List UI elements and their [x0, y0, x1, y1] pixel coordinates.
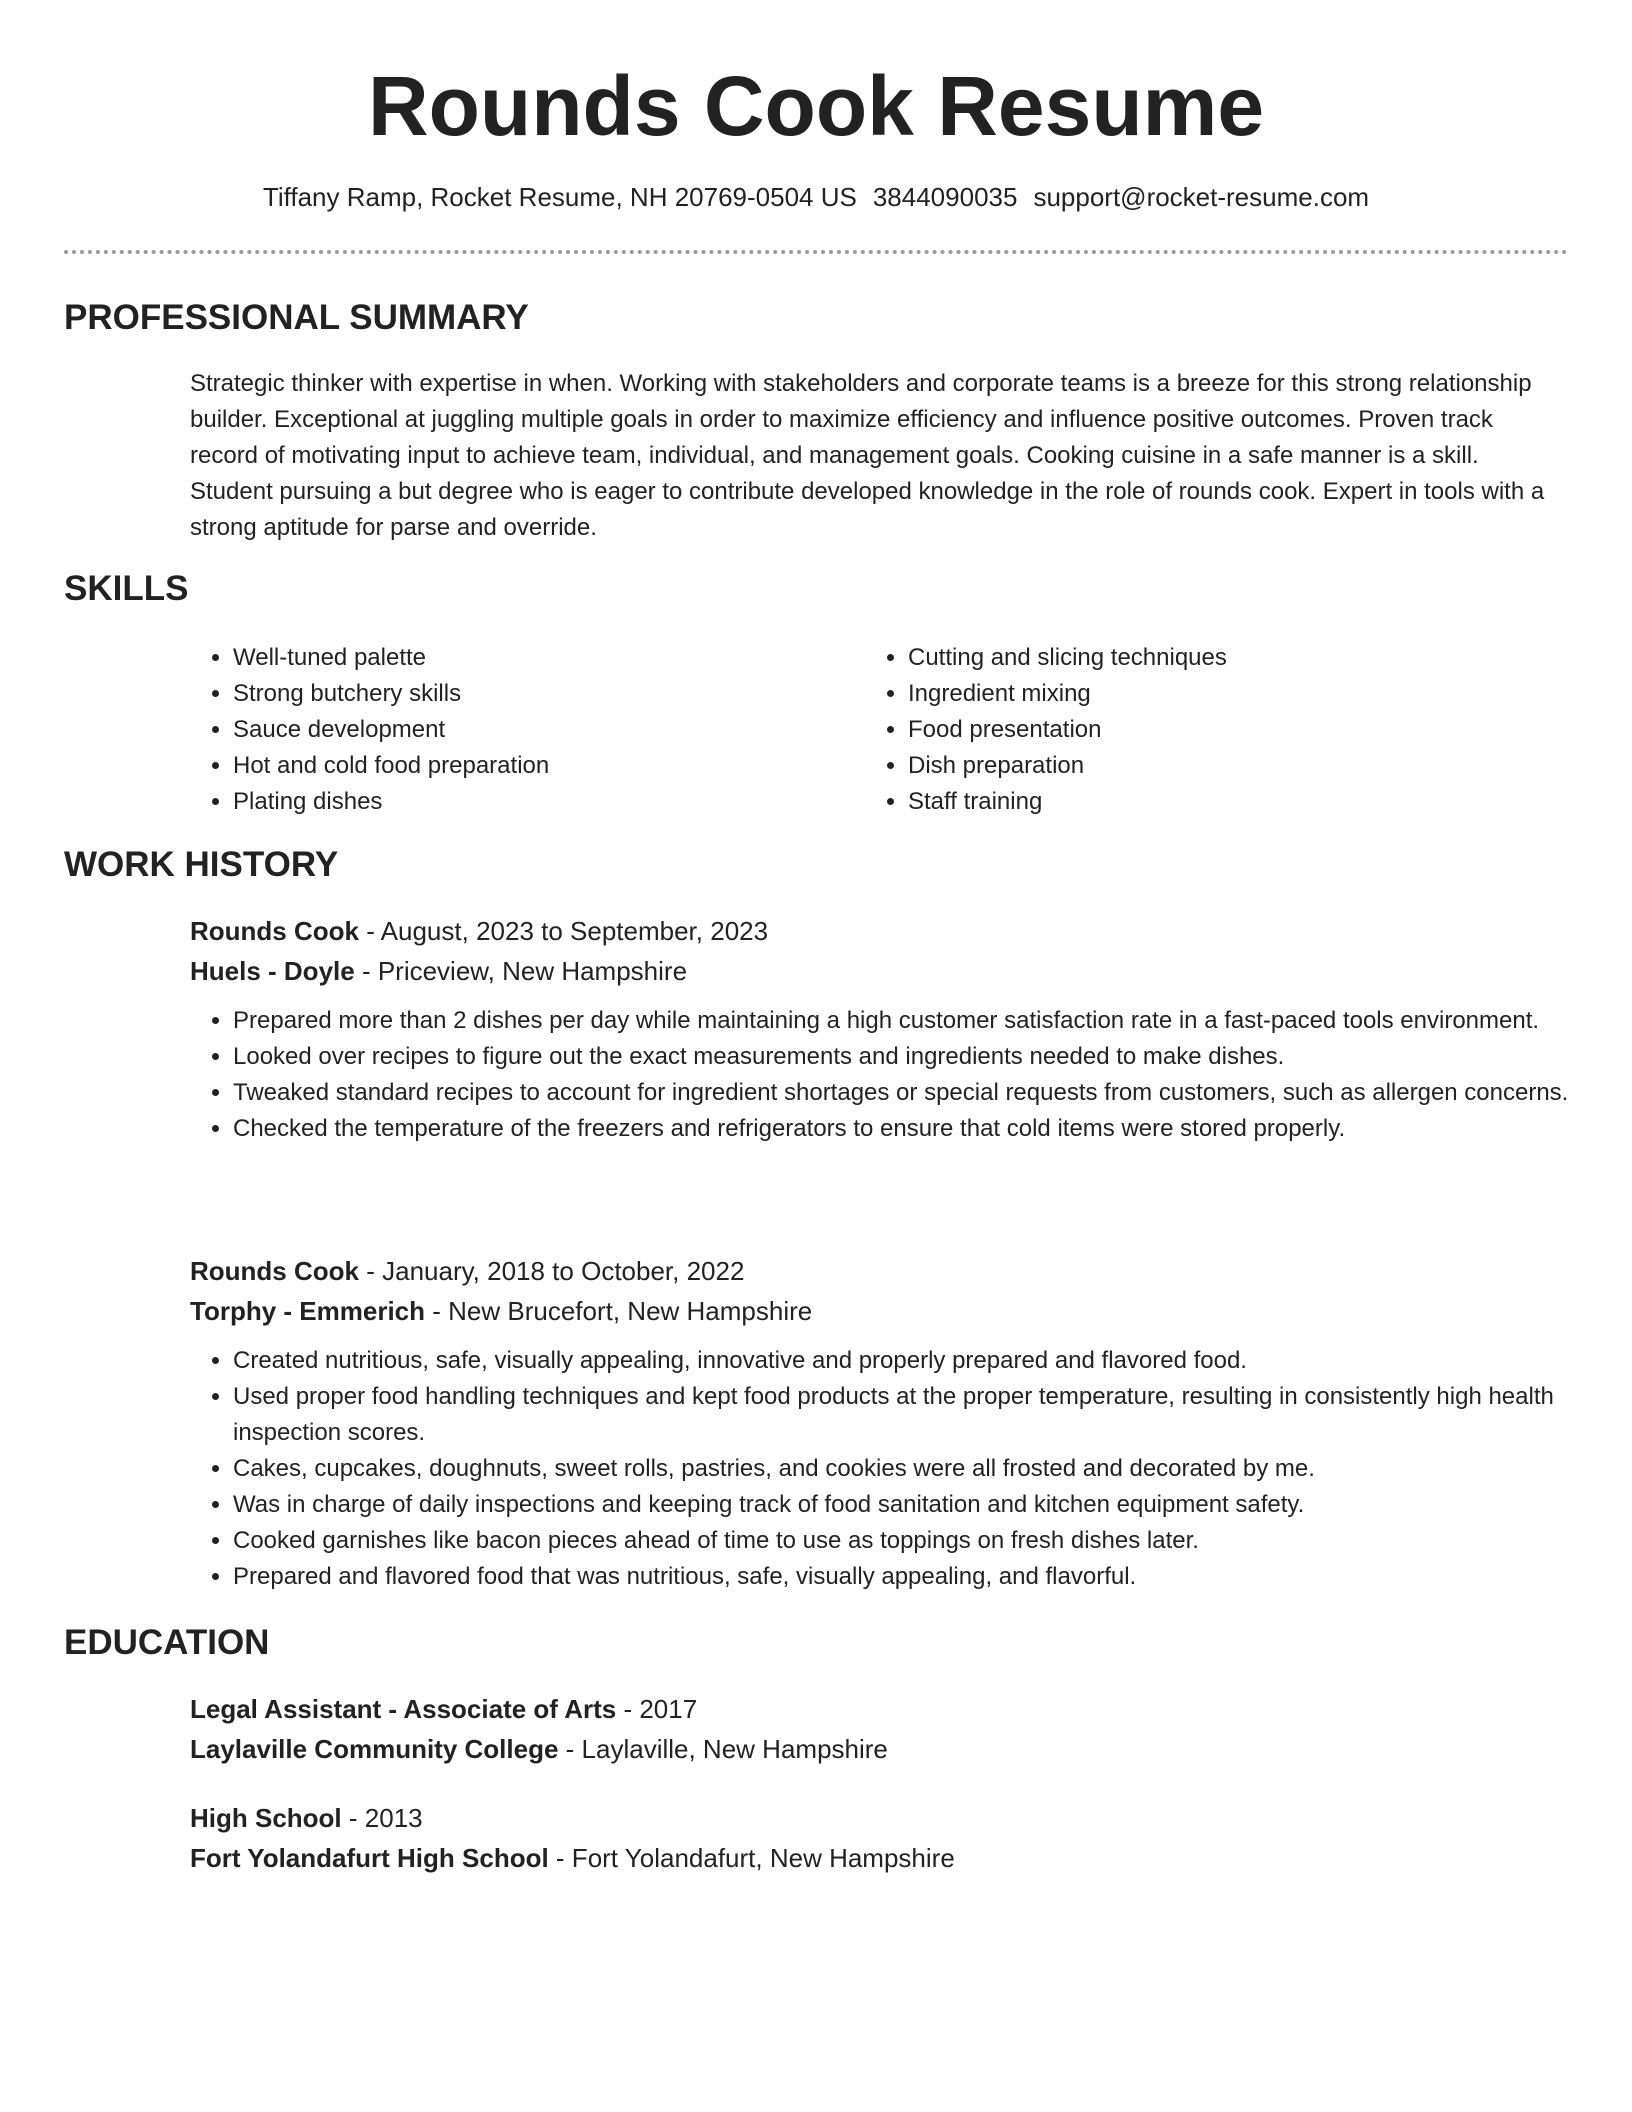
skills-list-right — [865, 640, 1588, 820]
job-bullet: • Looked over recipes to figure out the exact measurements and ingredients needed to make dishes. — [233, 1039, 1570, 1075]
job-company-line — [190, 1291, 1570, 1331]
education-year: - 2013 — [341, 1803, 423, 1833]
job-dates: - August, 2023 to September, 2023 — [359, 916, 769, 946]
skills-list-left — [190, 640, 873, 820]
education-school-line — [190, 1838, 1570, 1878]
education-entry — [190, 1798, 1570, 1878]
work-history-heading: WORK HISTORY — [64, 845, 339, 884]
contact-phone: 3844090035 — [872, 182, 1018, 212]
summary-text: Strategic thinker with expertise in when. Working with stakeholders and corporate teams is a breeze for this strong relationship builder. Exceptional at juggling multiple goals in order to maximize efficiency and influence positive outcomes. Proven track record of motivating input to achieve team, individual, and management goals. Cooking cuisine in a safe manner is a skill. Student pursuing a but degree who is eager to contribute developed knowledge in the role of rounds cook. Expert in tools with a strong aptitude for parse and override. — [190, 370, 1545, 541]
skill-item: • Hot and cold food preparation — [233, 748, 873, 784]
skill-item: • Staff training — [908, 784, 1588, 820]
skill-item: • Well-tuned palette — [233, 640, 873, 676]
job-entry — [190, 1251, 1570, 1595]
job-company-line — [190, 951, 1570, 991]
job-dates: - January, 2018 to October, 2022 — [359, 1256, 745, 1286]
job-bullet: • Prepared and flavored food that was nutritious, safe, visually appealing, and flavorful. — [233, 1559, 1570, 1595]
contact-address: Tiffany Ramp, Rocket Resume, NH 20769-0504 US — [262, 182, 857, 212]
skill-item: • Sauce development — [233, 712, 873, 748]
job-bullet: • Used proper food handling techniques and kept food products at the proper temperature, resulting in consistently high health inspection scores. — [233, 1379, 1570, 1451]
education-degree: High School — [190, 1803, 342, 1833]
education-degree-line — [190, 1798, 1570, 1838]
resume-title: Rounds Cook Resume — [367, 59, 1265, 153]
education-year: - 2017 — [616, 1694, 698, 1724]
job-title-line — [190, 1251, 1570, 1291]
skill-item: • Dish preparation — [908, 748, 1588, 784]
job-company: Torphy - Emmerich — [190, 1296, 426, 1326]
job-bullet: • Cakes, cupcakes, doughnuts, sweet rolls, pastries, and cookies were all frosted and decorated by me. — [233, 1451, 1570, 1487]
skill-item: • Strong butchery skills — [233, 676, 873, 712]
education-degree: Legal Assistant - Associate of Arts — [190, 1694, 617, 1724]
education-location: - Fort Yolandafurt, New Hampshire — [548, 1843, 955, 1873]
skill-item: • Ingredient mixing — [908, 676, 1588, 712]
contact-line — [0, 180, 1632, 214]
job-role: Rounds Cook — [190, 916, 359, 946]
job-bullet: • Cooked garnishes like bacon pieces ahead of time to use as toppings on fresh dishes later. — [233, 1523, 1570, 1559]
job-location: - New Brucefort, New Hampshire — [425, 1296, 813, 1326]
education-heading: EDUCATION — [64, 1623, 270, 1662]
skill-item: • Cutting and slicing techniques — [908, 640, 1588, 676]
education-school: Laylaville Community College — [190, 1734, 559, 1764]
job-title-line — [190, 911, 1570, 951]
contact-email[interactable]: support@rocket-resume.com — [1033, 182, 1370, 212]
header-divider — [64, 250, 1568, 254]
job-entry — [190, 911, 1570, 1147]
job-company: Huels - Doyle — [190, 956, 355, 986]
education-school-line — [190, 1729, 1570, 1769]
summary-heading: PROFESSIONAL SUMMARY — [64, 298, 529, 337]
job-bullet: • Was in charge of daily inspections and keeping track of food sanitation and kitchen equipment safety. — [233, 1487, 1570, 1523]
job-bullets — [190, 1343, 1570, 1595]
education-location: - Laylaville, New Hampshire — [558, 1734, 888, 1764]
education-degree-line — [190, 1689, 1570, 1729]
skills-heading: SKILLS — [64, 569, 189, 608]
skill-item: • Plating dishes — [233, 784, 873, 820]
job-bullet: • Created nutritious, safe, visually appealing, innovative and properly prepared and flavored food. — [233, 1343, 1570, 1379]
job-location: - Priceview, New Hampshire — [354, 956, 688, 986]
job-role: Rounds Cook — [190, 1256, 359, 1286]
skill-item: • Food presentation — [908, 712, 1588, 748]
job-bullets — [190, 1003, 1570, 1147]
education-entry — [190, 1689, 1570, 1769]
education-school: Fort Yolandafurt High School — [190, 1843, 549, 1873]
job-bullet: • Prepared more than 2 dishes per day while maintaining a high customer satisfaction rate in a fast-paced tools environment. — [233, 1003, 1570, 1039]
job-bullet: • Checked the temperature of the freezers and refrigerators to ensure that cold items were stored properly. — [233, 1111, 1570, 1147]
job-bullet: • Tweaked standard recipes to account for ingredient shortages or special requests from customers, such as allergen concerns. — [233, 1075, 1570, 1111]
